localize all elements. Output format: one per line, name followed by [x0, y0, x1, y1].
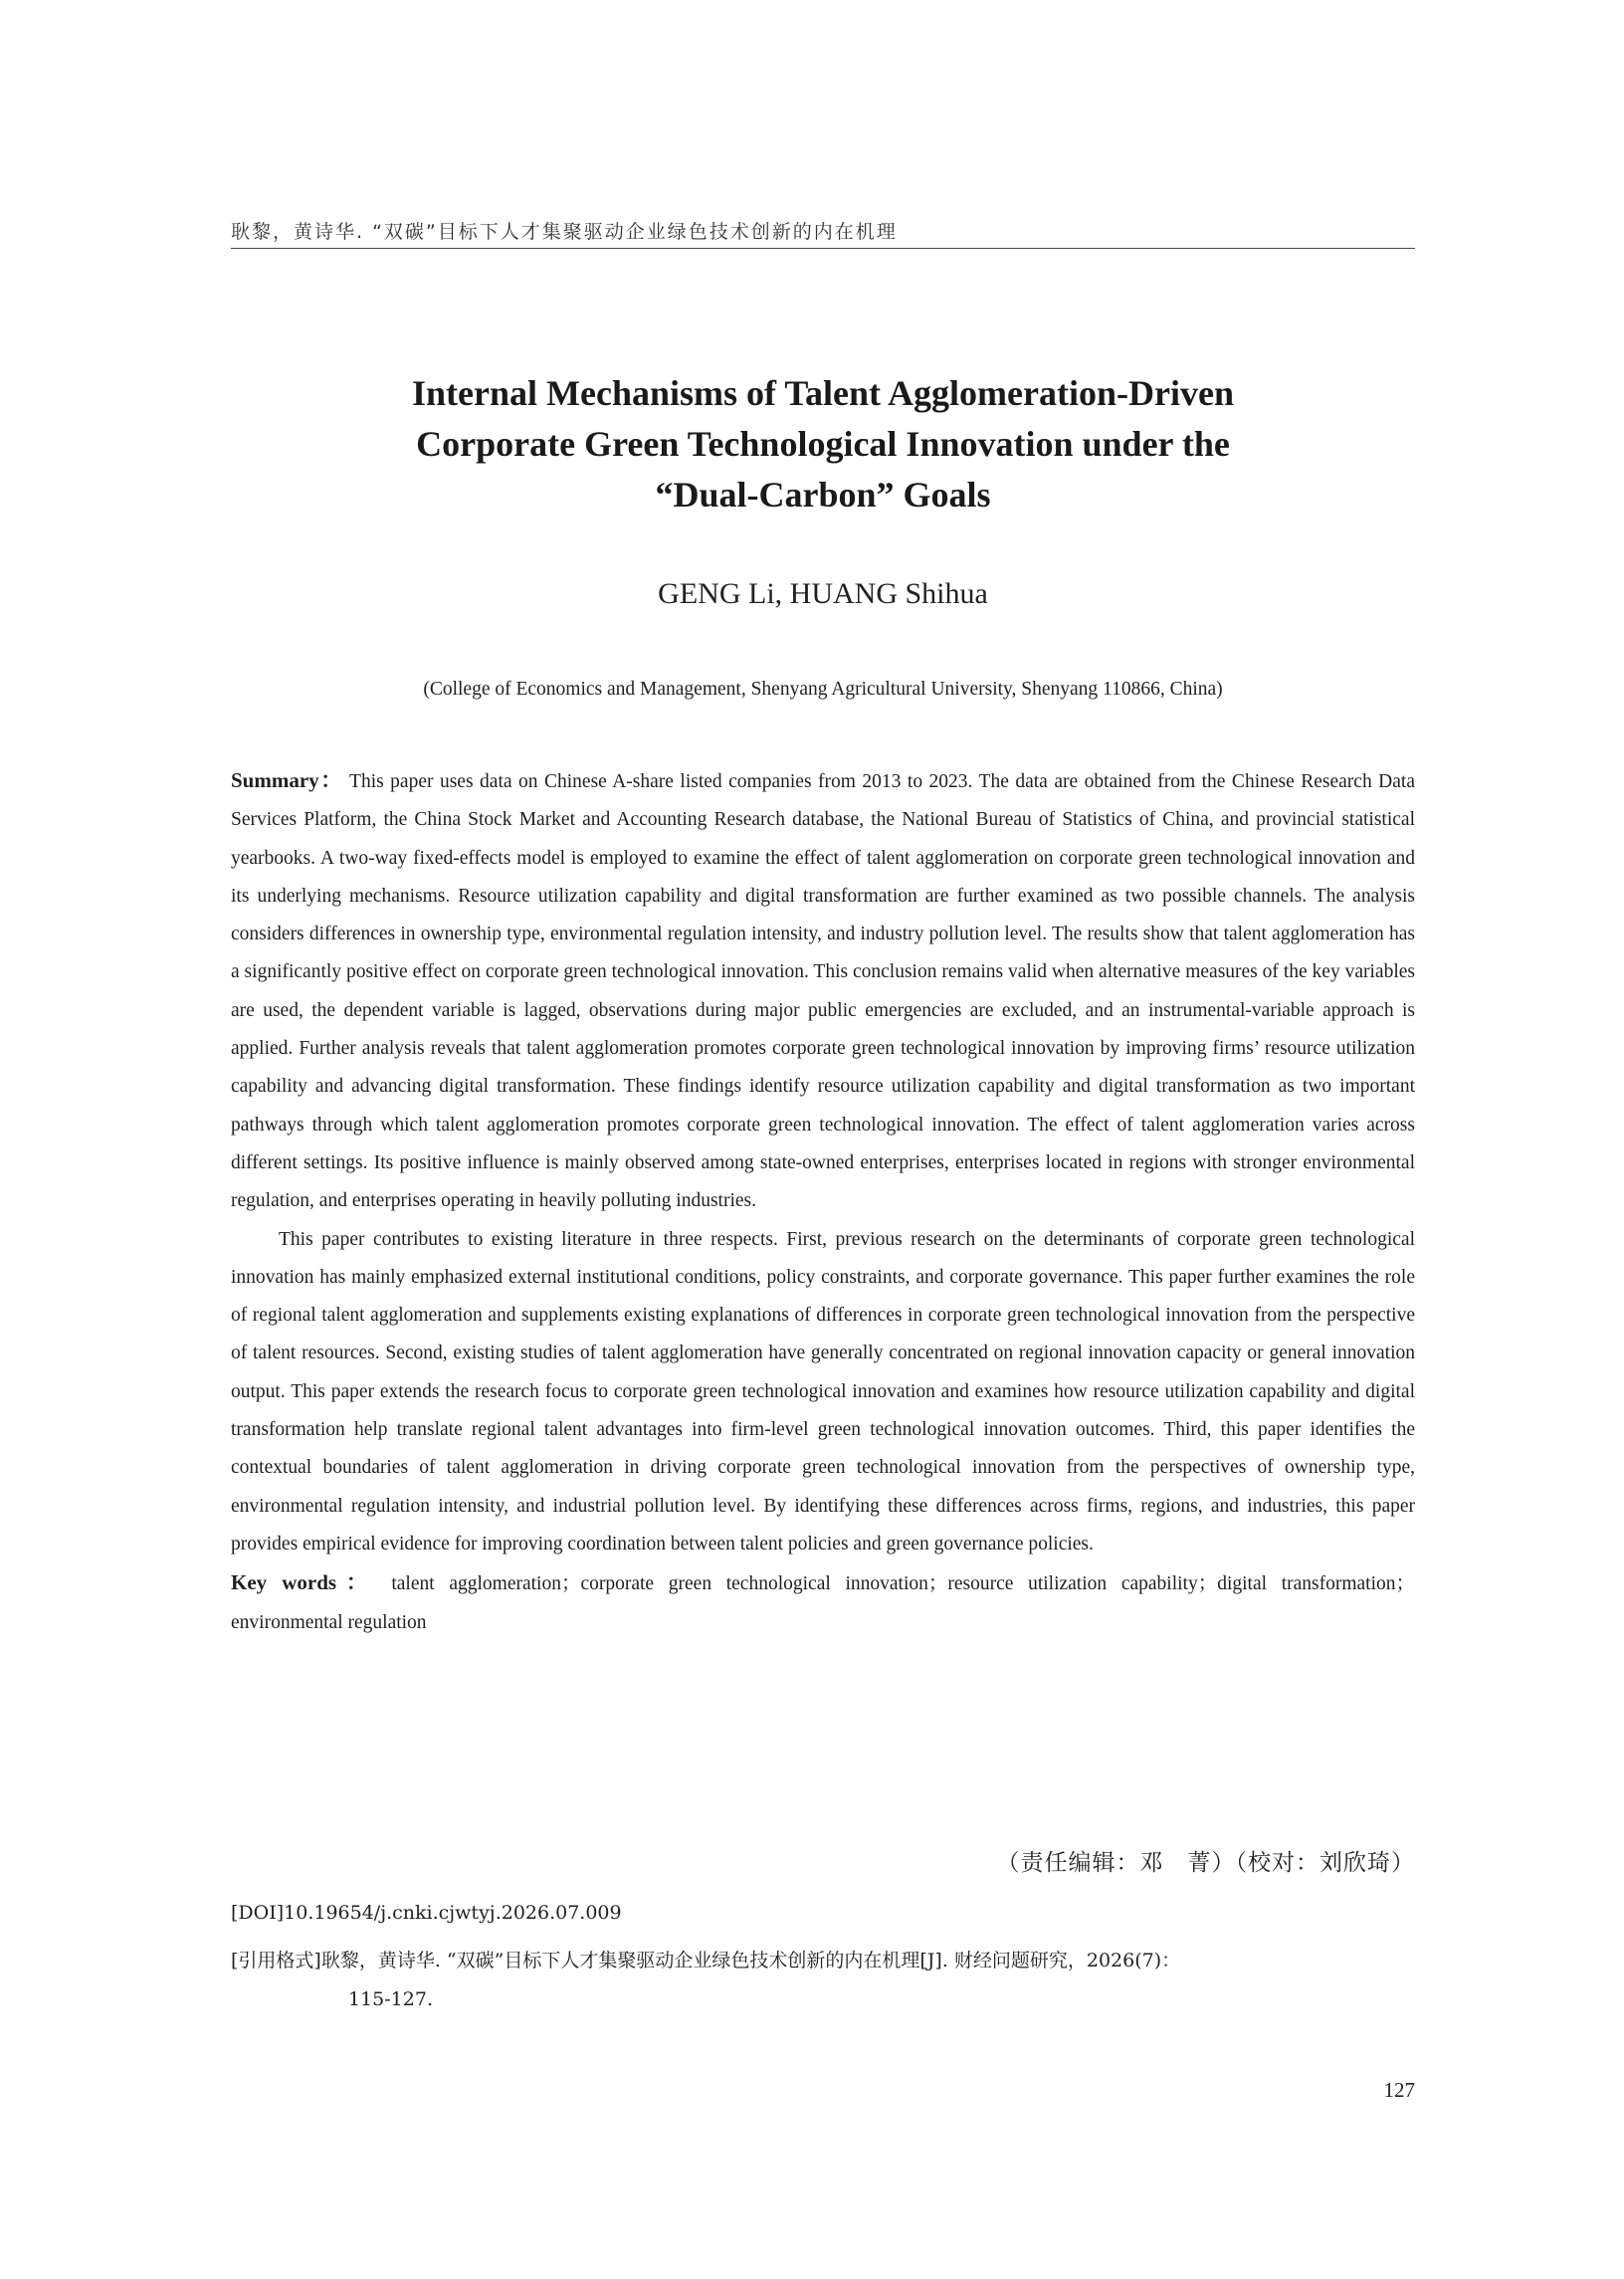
running-head: 耿黎，黄诗华. “双碳”目标下人才集聚驱动企业绿色技术创新的内在机理 — [231, 221, 898, 243]
keywords-label: Key words： — [231, 1570, 377, 1595]
keywords-paragraph — [231, 1563, 1415, 1642]
doi: [DOI]10.19654/j.cnki.cjwtyj.2026.07.009 — [231, 1902, 622, 1924]
summary-label: Summary： — [231, 768, 343, 792]
citation-pages: 115-127. — [348, 1988, 433, 2010]
affiliation: (College of Economics and Management, Shenyang Agricultural University, Shenyang 110866, China) — [423, 679, 1223, 700]
page-number: 127 — [1383, 2078, 1415, 2102]
article-title — [231, 368, 1415, 520]
abstract-section — [231, 761, 1415, 1642]
title-line: Internal Mechanisms of Talent Agglomeration-Driven — [412, 373, 1234, 413]
keywords-text: talent agglomeration；corporate green technological innovation；resource utilization capability；digital transformation；environmental regulation — [231, 1573, 1416, 1633]
title-line: “Dual-Carbon” Goals — [655, 475, 991, 515]
citation-format — [231, 1942, 1415, 2019]
editor-credits: （责任编辑：邓 菁）（校对：刘欣琦） — [996, 1850, 1415, 1876]
summary-text: This paper uses data on Chinese A-share listed companies from 2013 to 2023. The data are obtained from the Chinese Research Data Services Platform, the China Stock Market and Accounting Research database, the National Bureau of Statistics of China, and provincial statistical yearbooks. A two-way fixed-effects model is employed to examine the effect of talent agglomeration on corporate green technological innovation and its underlying mechanisms. Resource utilization capability and digital transformation are further examined as two possible channels. The analysis considers differences in ownership type, environmental regulation intensity, and industry pollution level. The results show that talent agglomeration has a significantly positive effect on corporate green technological innovation. This conclusion remains valid when alternative measures of the key variables are used, the dependent variable is lagged, observations during major public emergencies are excluded, and an instrumental-variable approach is applied. Further analysis reveals that talent agglomeration promotes corporate green technological innovation by improving firms’ resource utilization capability and advancing digital transformation. These findings identify resource utilization capability and digital transformation as two important pathways through which talent agglomeration promotes corporate green technological innovation. The effect of talent agglomeration varies across different settings. Its positive influence is mainly observed among state-owned enterprises, enterprises located in regions with stronger environmental regulation, and enterprises operating in heavily polluting industries. — [231, 771, 1415, 1212]
author-list: GENG Li, HUANG Shihua — [658, 577, 988, 610]
summary-paragraph-2: This paper contributes to existing literature in three respects. First, previous research on the determinants of corporate green technological innovation has mainly emphasized external institutional conditions, policy constraints, and corporate governance. This paper further examines the role of regional talent agglomeration and supplements existing explanations of differences in corporate green technological innovation from the perspective of talent resources. Second, existing studies of talent agglomeration have generally concentrated on regional innovation capacity or general innovation output. This paper extends the research focus to corporate green technological innovation and examines how resource utilization capability and digital transformation help translate regional talent advantages into firm-level green technological innovation outcomes. Third, this paper identifies the contextual boundaries of talent agglomeration in driving corporate green technological innovation from the perspectives of ownership type, environmental regulation intensity, and industrial pollution level. By identifying these differences across firms, regions, and industries, this paper provides empirical evidence for improving coordination between talent policies and green governance policies. — [231, 1228, 1415, 1554]
title-line: Corporate Green Technological Innovation under the — [416, 424, 1230, 464]
citation-line: [引用格式]耿黎，黄诗华. “双碳”目标下人才集聚驱动企业绿色技术创新的内在机理[J]. 财经问题研究，2026(7)： — [231, 1950, 1181, 1971]
header-rule — [231, 248, 1415, 249]
summary-paragraph — [231, 761, 1415, 1221]
